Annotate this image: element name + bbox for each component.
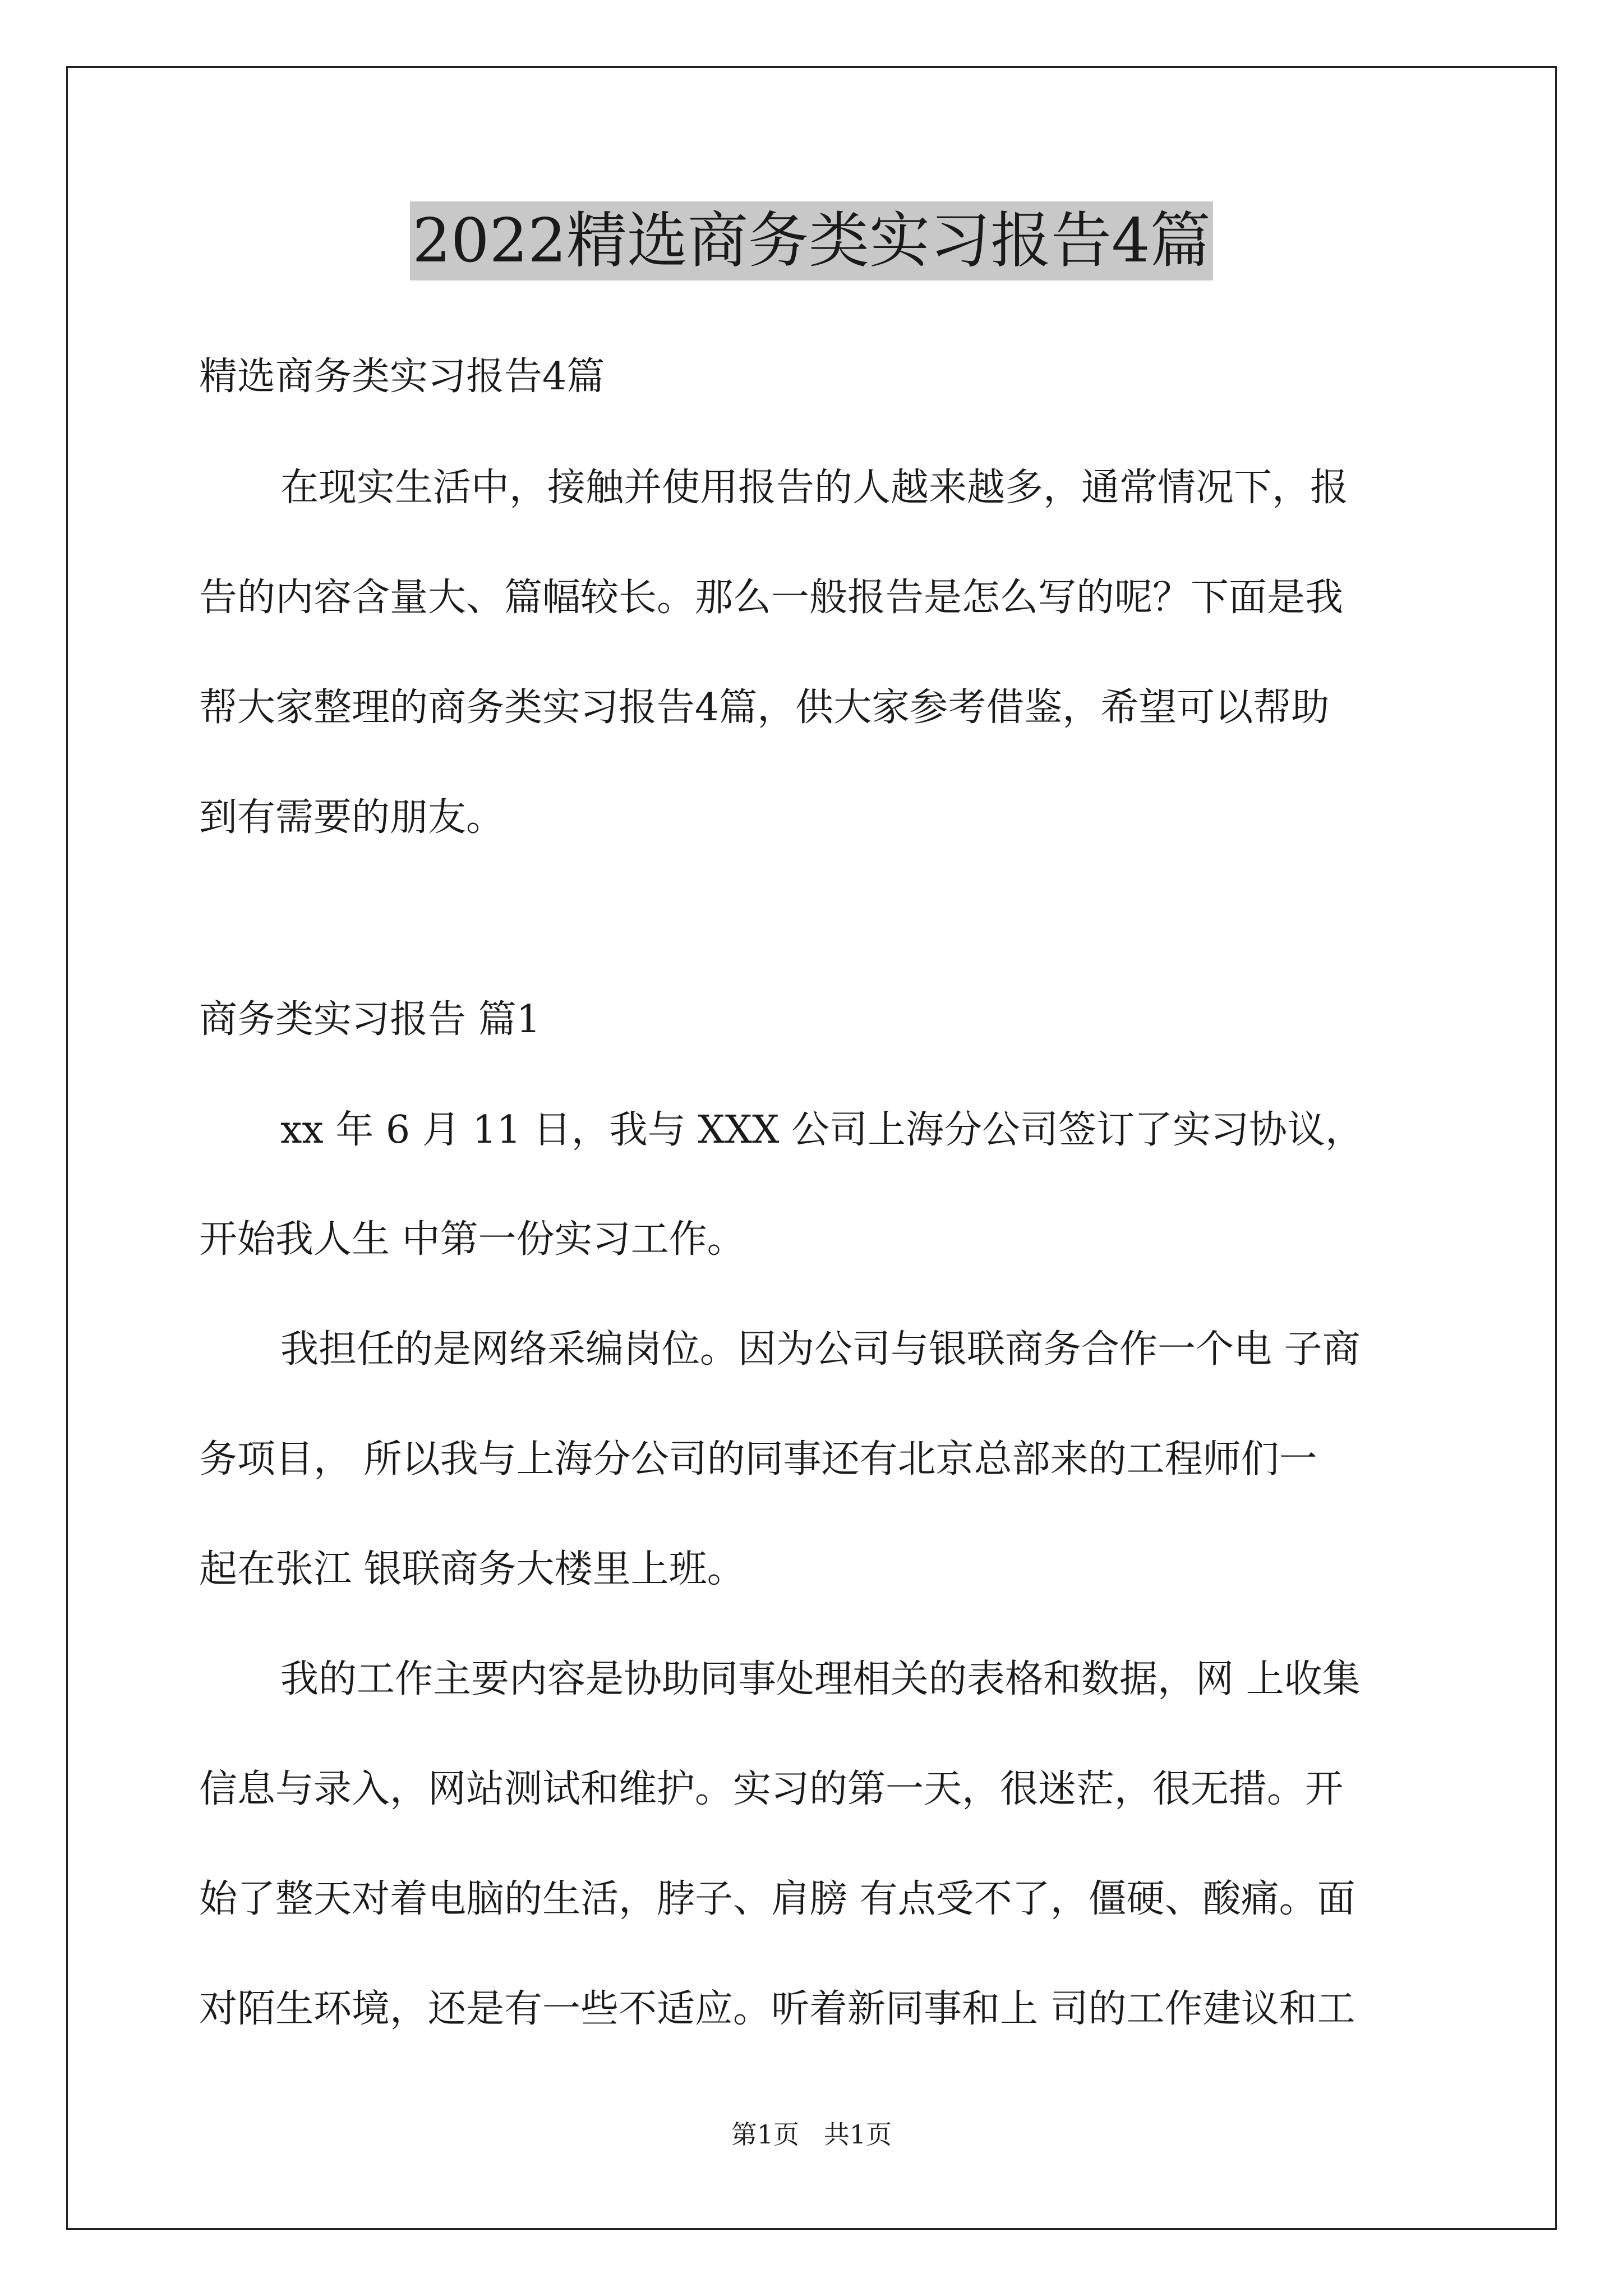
section-heading: 商务类实习报告 篇1 xyxy=(199,997,541,1042)
page-footer: 第1页 共1页 xyxy=(731,2119,892,2150)
document-title xyxy=(0,199,1623,283)
intro-line-3: 帮大家整理的商务类实习报告4篇，供大家参考借鉴，希望可以帮助 xyxy=(199,685,1330,730)
para2-line-2: 务项目， 所以我与上海分公司的同事还有北京总部来的工程师们一 xyxy=(199,1437,1317,1481)
para1-line-2: 开始我人生 中第一份实习工作。 xyxy=(199,1217,745,1262)
intro-line-1: 在现实生活中，接触并使用报告的人越来越多，通常情况下，报 xyxy=(280,466,1349,510)
para3-line-4: 对陌生环境，还是有一些不适应。听着新同事和上 司的工作建议和工 xyxy=(199,1987,1355,2031)
para3-line-2: 信息与录入，网站测试和维护。实习的第一天，很迷茫，很无措。开 xyxy=(199,1767,1344,1811)
document-title-text: 2022精选商务类实习报告4篇 xyxy=(410,201,1213,280)
para1-line-1: xx 年 6 月 11 日，我与 XXX 公司上海分公司签订了实习协议， xyxy=(280,1108,1364,1152)
intro-line-4: 到有需要的朋友。 xyxy=(199,795,505,840)
para2-line-3: 起在张江 银联商务大楼里上班。 xyxy=(199,1547,745,1591)
intro-line-2: 告的内容含量大、篇幅较长。那么一般报告是怎么写的呢？下面是我 xyxy=(199,576,1344,620)
para2-line-1: 我担任的是网络采编岗位。因为公司与银联商务合作一个电 子商 xyxy=(280,1327,1361,1372)
document-subtitle: 精选商务类实习报告4篇 xyxy=(199,355,605,399)
para3-line-3: 始了整天对着电脑的生活，脖子、肩膀 有点受不了，僵硬、酸痛。面 xyxy=(199,1877,1355,1921)
para3-line-1: 我的工作主要内容是协助同事处理相关的表格和数据，网 上收集 xyxy=(280,1657,1361,1701)
